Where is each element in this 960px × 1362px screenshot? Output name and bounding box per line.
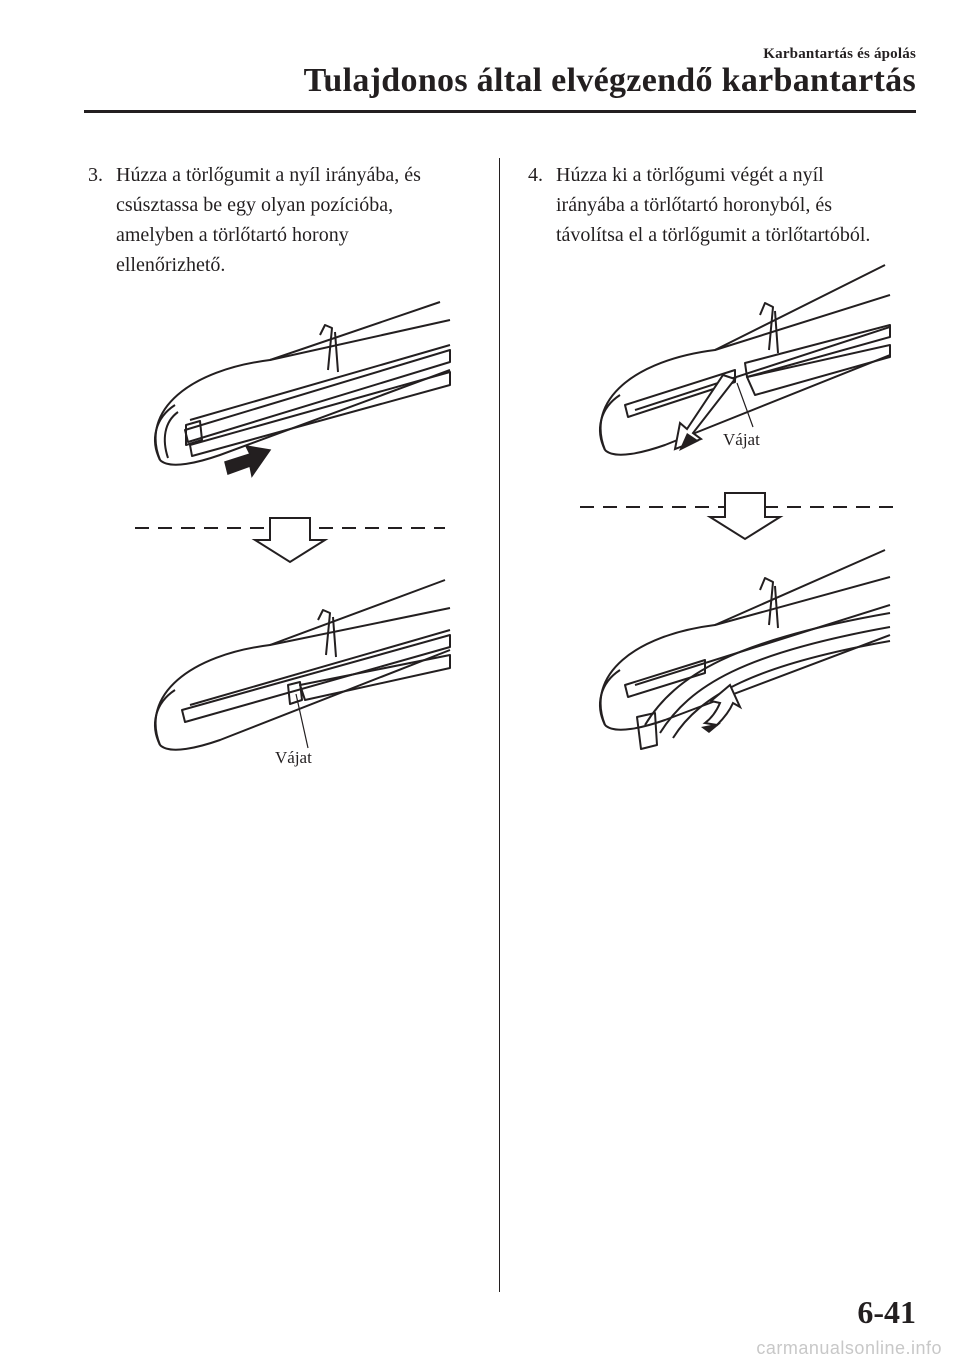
groove-label: Vájat [723, 430, 760, 449]
step-number: 4. [528, 164, 543, 186]
page-title: Tulajdonos által elvégzendő karbantartás [303, 62, 916, 99]
section-name: Karbantartás és ápolás [763, 46, 916, 62]
step-line: irányába a törlőtartó horonyból, és [556, 194, 833, 216]
column-divider [499, 158, 500, 1292]
step-line: amelyben a törlőtartó horony [116, 224, 349, 246]
watermark: carmanualsonline.info [756, 1338, 942, 1358]
step-4 [528, 160, 918, 250]
step-4-illustration [575, 255, 905, 765]
groove-label: Vájat [275, 748, 312, 767]
down-arrow-icon [255, 518, 325, 562]
step-line: csúsztassa be egy olyan pozícióba, [116, 194, 394, 216]
step-line: távolítsa el a törlőgumit a törlőtartóból. [556, 224, 871, 246]
step-3 [88, 160, 478, 280]
step-number: 3. [88, 164, 103, 186]
down-arrow-icon [710, 493, 780, 539]
step-3-illustration [120, 290, 470, 770]
header-rule [84, 110, 916, 113]
step-line: ellenőrizhető. [116, 254, 226, 276]
step-line: Húzza a törlőgumit a nyíl irányába, és [116, 164, 421, 186]
page-number: 6-41 [857, 1294, 916, 1330]
step-line: Húzza ki a törlőgumi végét a nyíl [556, 164, 824, 186]
bend-arrow-icon [705, 685, 740, 725]
